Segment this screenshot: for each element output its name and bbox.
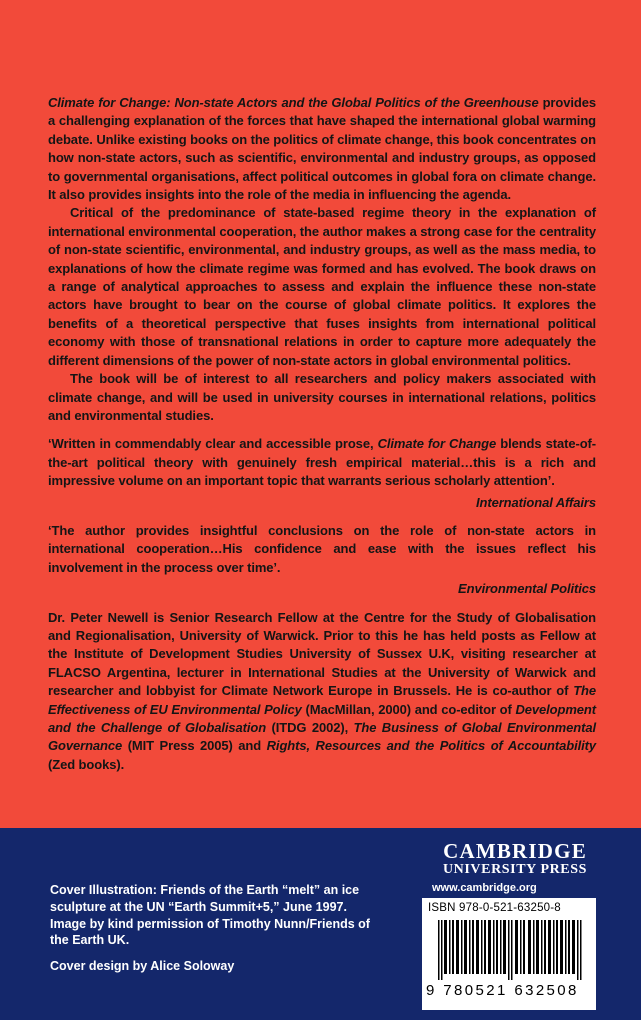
publisher-name: CAMBRIDGE xyxy=(443,839,587,863)
publisher-logo xyxy=(430,840,600,894)
publisher-press: UNIVERSITY PRESS xyxy=(442,862,588,877)
isbn-barcode xyxy=(422,898,596,1010)
publisher-band xyxy=(0,828,641,1020)
blurb-paragraph-2: Critical of the predominance of state-based regime theory in the explanation of international environmental cooperation, the author makes a strong case for the centrality of non-state scientific, environmental, and industry groups, as well as the mass media, to explanations of how the climate regime was formed and has evolved. The book draws on a range of analytical approaches to assess and explain the influence these non-state actors have brought to bear on the course of global climate politics. It explores the benefits of a theoretical perspective that fuses insights from international political economy with those of transnational relations in order to capture more adequately the different dimensions of the power of non-state actors in global environmental politics. xyxy=(48,205,596,368)
barcode-icon xyxy=(438,920,584,980)
author-bio: Dr. Peter Newell is Senior Research Fellow at the Centre for the Study of Globalisation and Regionalisation, University of Warwick. Prior to this he has held posts as Fellow at the Institute of Development Studies University of Sussex U.K, visiting researcher at FLACSO Argentina, lecturer in International Studies at the University of Warwick and researcher and lobbyist for Climate Network Europe in Brussels. He is co-author of The Effectiveness of EU Environmental Policy (MacMillan, 2000) and co-editor of Development and the Challenge of Globalisation (ITDG 2002), The Business of Global Environmental Governance (MIT Press 2005) and Rights, Resources and the Politics of Accountability (Zed books). xyxy=(48,609,596,772)
review-quote: ‘Written in commendably clear and accessible prose, Climate for Change blends state-of-the-art political theory with genuinely fresh empirical material…this is a rich and impressive volume on an important topic that warrants serious scholarly attention’. xyxy=(48,436,596,489)
barcode-number: 9 780521 632508 xyxy=(426,982,579,999)
cover-illustration-credit: Cover Illustration: Friends of the Earth “melt” an ice sculpture at the UN “Earth Summit+5,” June 1997. Image by kind permission of Timothy Nunn/Friends of the Earth UK. xyxy=(50,883,370,948)
book-title: Climate for Change: Non-state Actors and the Global Politics of the Greenhouse xyxy=(48,95,539,110)
cover-design-credit: Cover design by Alice Soloway xyxy=(50,959,235,974)
publisher-url: www.cambridge.org xyxy=(432,882,537,894)
isbn-label: ISBN 978-0-521-63250-8 xyxy=(428,902,561,914)
blurb-paragraph-3: The book will be of interest to all researchers and policy makers associated with climate change, and will be used in university courses in international relations, politics and environmental studies. xyxy=(48,371,596,423)
blurb xyxy=(48,94,596,774)
review-source: International Affairs xyxy=(476,494,596,510)
review-quote: ‘The author provides insightful conclusions on the role of non-state actors in international cooperation…His confidence and ease with the issues reflect his involvement in the process over time’. xyxy=(48,522,596,575)
review-source: Environmental Politics xyxy=(458,581,596,597)
cover-credits xyxy=(50,882,370,975)
blurb-paragraph-1: Climate for Change: Non-state Actors and the Global Politics of the Greenhouse provides a challenging explanation of the forces that have shaped the international global warming debate. Unlike existing books on the politics of climate change, this book concentrates on how non-state actors, such as scientific, environmental and industry groups, as opposed to governmental organisations, affect political outcomes in global fora on climate change. It also provides insights into the role of the media in influencing the agenda. xyxy=(48,95,596,203)
